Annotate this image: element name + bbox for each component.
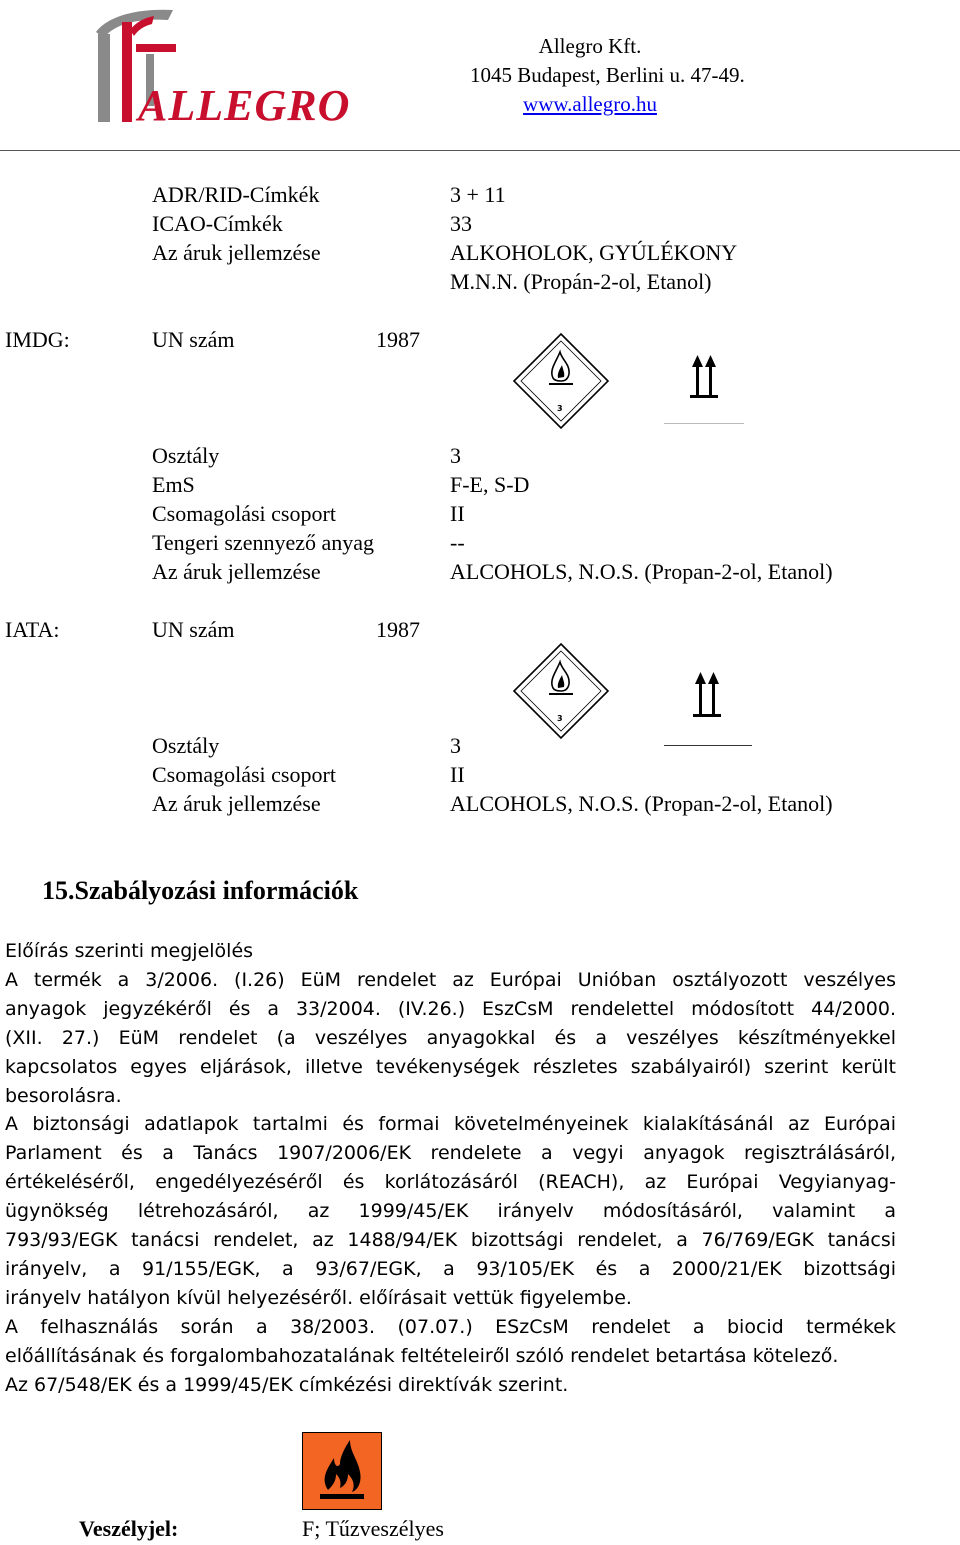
paragraph-1-line-1: A termék a 3/2006. (I.26) EüM rendelet az Európai Unióban osztályozott veszélyes: [5, 969, 896, 991]
imdg-orientation-arrows-icon: [690, 355, 720, 399]
paragraph-2-line-3: értékeléséről, engedélyezéséről és korlátozásáról (REACH), az Európai Vegyianyag-: [5, 1171, 896, 1193]
imdg-marine-pollutant-value: --: [450, 530, 465, 555]
paragraph-1-line-4: kapcsolatos egyes eljárások, illetve tevékenységek részletes szabályairól) szerint került: [5, 1056, 896, 1078]
company-website[interactable]: [470, 90, 710, 119]
imdg-flammable-pictogram: [512, 332, 610, 430]
paragraph-2-line-5: 793/93/EGK tanácsi rendelet, az 1488/94/EK bizottsági rendelet, a 76/769/EGK tanácsi: [5, 1229, 896, 1251]
imdg-heading: IMDG:: [5, 327, 70, 352]
section-15-subtitle: Előírás szerinti megjelölés: [5, 940, 254, 962]
imdg-description-value: ALCOHOLS, N.O.S. (Propan-2-ol, Etanol): [450, 559, 833, 584]
iata-orientation-arrows-icon: [693, 672, 723, 718]
imdg-un-label: UN szám: [152, 327, 235, 352]
imdg-class-value: 3: [450, 443, 461, 468]
adr-value-3-continuation: M.N.N. (Propán-2-ol, Etanol): [450, 269, 712, 294]
imdg-un-value: 1987: [376, 327, 420, 352]
iata-class-label: Osztály: [152, 733, 220, 758]
imdg-description-label: Az áruk jellemzése: [152, 559, 321, 584]
paragraph-4: Az 67/548/EK és a 1999/45/EK címkézési direktívák szerint.: [5, 1374, 569, 1396]
imdg-ems-label: EmS: [152, 472, 195, 497]
hazard-value: F; Tűzveszélyes: [302, 1516, 444, 1541]
header-divider: [0, 150, 960, 151]
iata-description-value: ALCOHOLS, N.O.S. (Propan-2-ol, Etanol): [450, 791, 833, 816]
iata-packing-label: Csomagolási csoport: [152, 762, 336, 787]
hazard-label: Veszélyjel:: [79, 1516, 179, 1541]
imdg-label-divider: [664, 423, 744, 424]
section-15-title: 15.Szabályozási információk: [42, 876, 359, 905]
adr-value-3: ALKOHOLOK, GYÚLÉKONY: [450, 240, 738, 265]
paragraph-3-line-2: előállításának és forgalombahozatalának feltételeiről szóló rendelet betartása kötelező.: [5, 1345, 839, 1367]
flammable-hazard-symbol: [302, 1432, 382, 1510]
adr-label-2: ICAO-Címkék: [152, 211, 283, 236]
company-address: 1045 Budapest, Berlini u. 47-49.: [470, 63, 745, 87]
iata-un-value: 1987: [376, 617, 420, 642]
iata-pictogram-class: 3: [557, 714, 563, 723]
website-link[interactable]: www.allegro.hu: [523, 92, 657, 116]
paragraph-2-line-2: Parlament és a Tanács 1907/2006/EK rendelete a vegyi anyagok regisztrálásáról,: [5, 1142, 896, 1164]
imdg-packing-value: II: [450, 501, 465, 526]
paragraph-1-line-3: (XII. 27.) EüM rendelet (a veszélyes anyagokkal és a veszélyes készítményekkel: [5, 1027, 896, 1049]
adr-value-2: 33: [450, 211, 472, 236]
iata-description-label: Az áruk jellemzése: [152, 791, 321, 816]
iata-flammable-pictogram: [512, 642, 610, 740]
allegro-logo: [78, 4, 351, 130]
paragraph-2-line-6: irányelv, a 91/155/EGK, a 93/67/EGK, a 93/105/EK és a 2000/21/EK bizottsági: [5, 1258, 896, 1280]
flame-icon: [302, 1432, 382, 1510]
paragraph-2-line-7: irányelv hatályon kívül helyezéséről. előírásait vettük figyelembe.: [5, 1287, 632, 1309]
iata-label-divider: [664, 745, 752, 746]
imdg-marine-pollutant-label: Tengeri szennyező anyag: [152, 530, 375, 555]
iata-un-label: UN szám: [152, 617, 235, 642]
imdg-ems-value: F-E, S-D: [450, 472, 530, 497]
adr-value-1: 3 + 11: [450, 182, 506, 207]
paragraph-2-line-1: A biztonsági adatlapok tartalmi és formai követelményeinek kialakításánál az Európai: [5, 1113, 896, 1135]
logo-wordmark: ALLEGRO: [138, 81, 351, 130]
paragraph-1-line-2: anyagok jegyzékéről és a 33/2004. (IV.26.) EszCsM rendelettel módosított 44/2000.: [5, 998, 896, 1020]
iata-heading: IATA:: [5, 617, 60, 642]
company-name: Allegro Kft.: [538, 34, 642, 58]
paragraph-3-line-1: A felhasználás során a 38/2003. (07.07.) ESzCsM rendelet a biocid termékek: [5, 1316, 896, 1338]
imdg-class-label: Osztály: [152, 443, 220, 468]
adr-label-1: ADR/RID-Címkék: [152, 182, 320, 207]
iata-class-value: 3: [450, 733, 461, 758]
iata-packing-value: II: [450, 762, 465, 787]
imdg-pictogram-class: 3: [557, 404, 563, 413]
imdg-packing-label: Csomagolási csoport: [152, 501, 336, 526]
adr-label-3: Az áruk jellemzése: [152, 240, 321, 265]
paragraph-1-line-5: besorolásra.: [5, 1085, 122, 1107]
paragraph-2-line-4: ügynökség létrehozásáról, az 1999/45/EK irányelv módosításáról, valamint a: [5, 1200, 896, 1222]
